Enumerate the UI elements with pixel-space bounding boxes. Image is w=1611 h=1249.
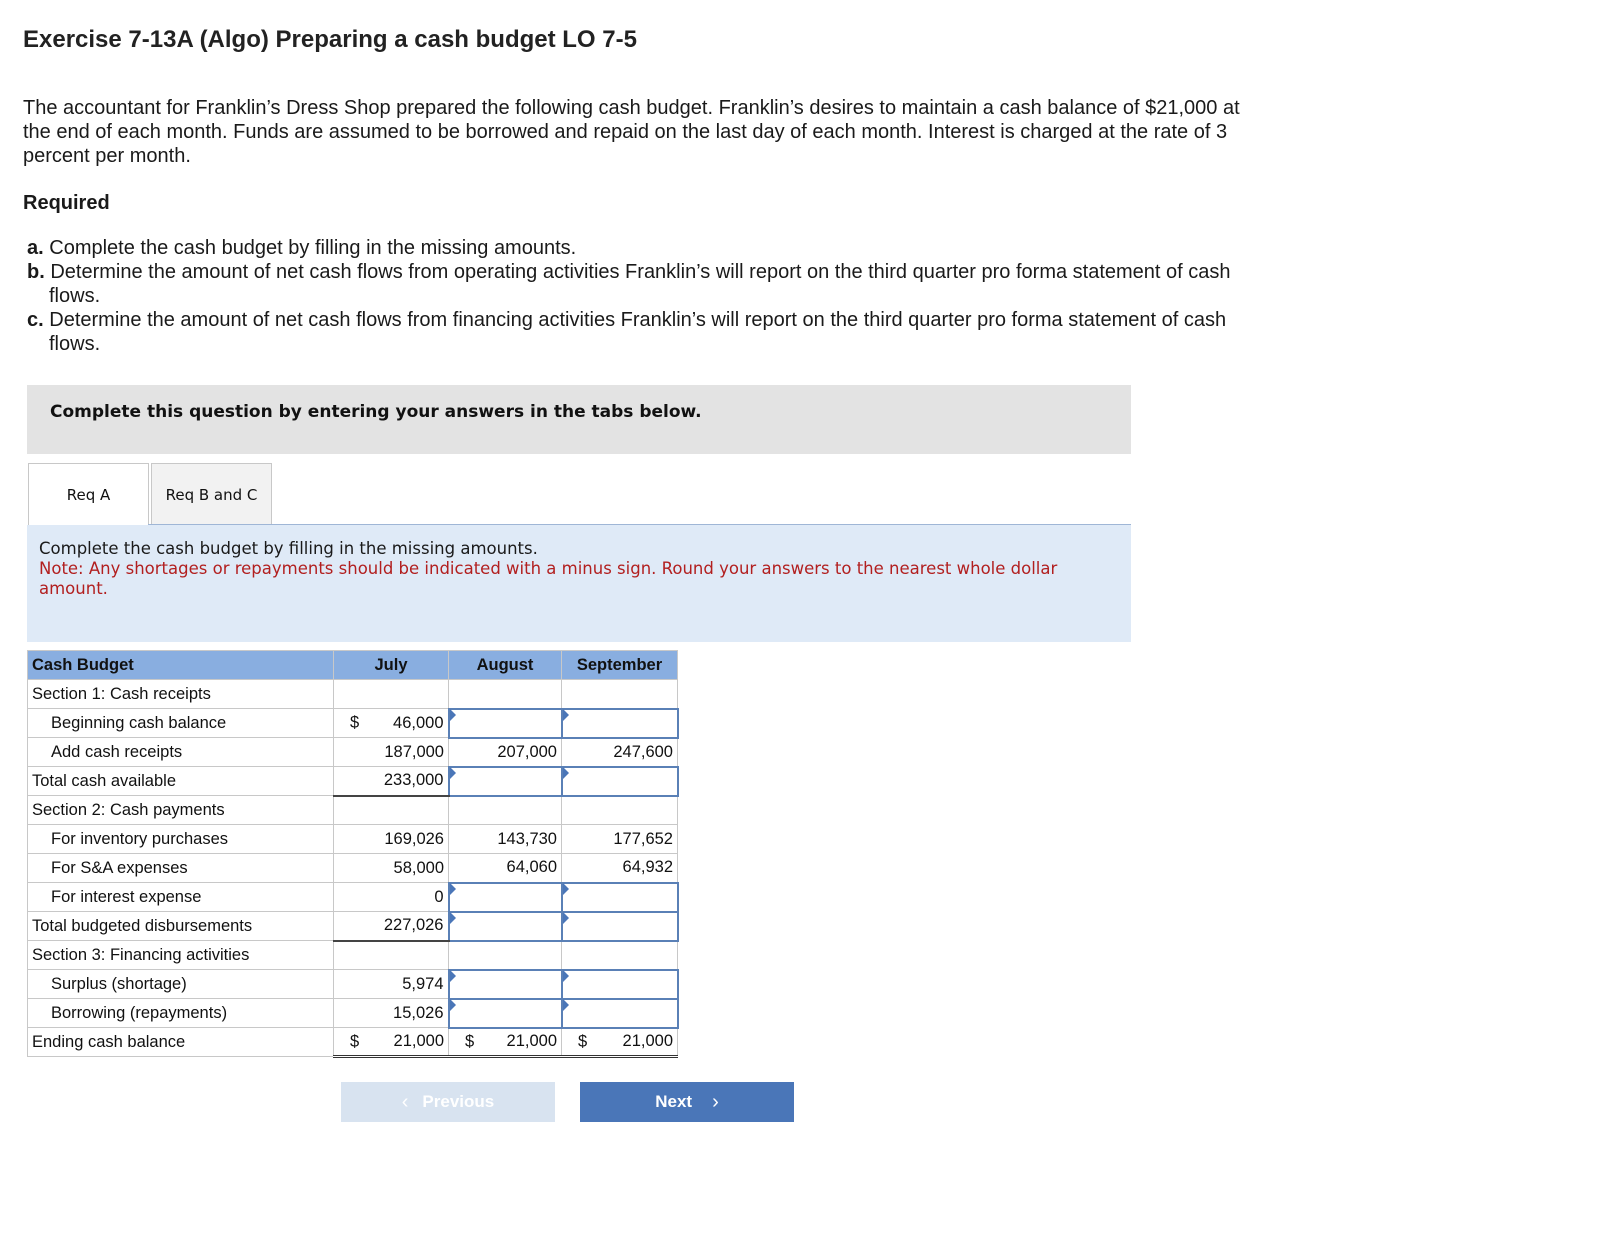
dollar-sign: $ bbox=[350, 1032, 360, 1050]
dollar-sign: $ bbox=[578, 1032, 588, 1051]
table-row bbox=[28, 941, 678, 970]
page-title: Exercise 7-13A (Algo) Preparing a cash budget LO 7-5 bbox=[23, 26, 637, 53]
next-label: Next bbox=[655, 1092, 693, 1111]
dollar-sign: $ bbox=[465, 1032, 475, 1051]
september-input[interactable] bbox=[562, 883, 678, 912]
row-label: Total budgeted disbursements bbox=[28, 912, 334, 941]
july-cell: 0 bbox=[334, 883, 449, 912]
august-input[interactable] bbox=[449, 912, 562, 941]
row-label: Borrowing (repayments) bbox=[28, 999, 334, 1028]
requirement-text: Complete the cash budget by filling in the missing amounts. bbox=[49, 237, 577, 259]
table-row bbox=[28, 796, 678, 825]
september-cell: 177,652 bbox=[562, 825, 678, 854]
august-input[interactable] bbox=[449, 767, 562, 796]
august-input[interactable] bbox=[449, 999, 562, 1028]
table-row bbox=[28, 999, 678, 1028]
september-input[interactable] bbox=[562, 709, 678, 738]
september-cell bbox=[562, 1028, 678, 1057]
table-row bbox=[28, 1028, 678, 1057]
august-cell bbox=[449, 680, 562, 709]
cell-value: 21,000 bbox=[622, 1032, 673, 1051]
july-cell bbox=[334, 796, 449, 825]
info-note: Note: Any shortages or repayments should be indicated with a minus sign. Round your answers to the nearest whole dollar amount. bbox=[39, 559, 1058, 598]
requirement-text: Determine the amount of net cash flows from financing activities Franklin’s will report on the third quarter pro forma statement of cash flows. bbox=[49, 309, 1227, 355]
requirement-letter: c. bbox=[27, 309, 44, 331]
september-input[interactable] bbox=[562, 912, 678, 941]
july-cell bbox=[334, 709, 449, 738]
cash-budget-table bbox=[27, 650, 679, 1058]
previous-button[interactable] bbox=[341, 1082, 555, 1122]
instruction-bar: Complete this question by entering your answers in the tabs below. bbox=[27, 385, 1131, 454]
cell-value: 46,000 bbox=[393, 713, 444, 732]
previous-label: Previous bbox=[422, 1092, 495, 1111]
row-label: Add cash receipts bbox=[28, 738, 334, 767]
september-cell bbox=[562, 680, 678, 709]
table-row bbox=[28, 738, 678, 767]
august-input[interactable] bbox=[449, 709, 562, 738]
july-cell: 233,000 bbox=[334, 767, 449, 796]
table-row bbox=[28, 709, 678, 738]
august-input[interactable] bbox=[449, 970, 562, 999]
september-input[interactable] bbox=[562, 767, 678, 796]
cell-value: 21,000 bbox=[506, 1032, 557, 1051]
tab-req-a[interactable]: Req A bbox=[28, 463, 149, 526]
september-cell: 64,932 bbox=[562, 854, 678, 883]
row-label: For interest expense bbox=[28, 883, 334, 912]
row-label: For inventory purchases bbox=[28, 825, 334, 854]
requirement-a bbox=[27, 236, 1237, 260]
requirement-letter: a. bbox=[27, 237, 44, 259]
tab-req-b-and-c[interactable]: Req B and C bbox=[151, 463, 272, 525]
september-cell bbox=[562, 941, 678, 970]
requirement-letter: b. bbox=[27, 261, 45, 283]
row-label: Total cash available bbox=[28, 767, 334, 796]
required-heading: Required bbox=[23, 192, 110, 214]
august-cell: 143,730 bbox=[449, 825, 562, 854]
requirement-b bbox=[27, 260, 1237, 308]
header-august: August bbox=[449, 651, 562, 680]
july-cell: 58,000 bbox=[334, 854, 449, 883]
row-label: Ending cash balance bbox=[28, 1028, 334, 1057]
cell-value: 21,000 bbox=[393, 1032, 444, 1050]
table-row bbox=[28, 680, 678, 709]
row-label: Section 2: Cash payments bbox=[28, 796, 334, 825]
august-cell: 207,000 bbox=[449, 738, 562, 767]
header-september: September bbox=[562, 651, 678, 680]
header-july: July bbox=[334, 651, 449, 680]
august-cell bbox=[449, 1028, 562, 1057]
requirements-list bbox=[27, 236, 1237, 356]
july-cell: 187,000 bbox=[334, 738, 449, 767]
september-cell bbox=[562, 796, 678, 825]
row-label: Surplus (shortage) bbox=[28, 970, 334, 999]
september-cell: 247,600 bbox=[562, 738, 678, 767]
chevron-left-icon: ‹ bbox=[401, 1090, 409, 1113]
row-label: For S&A expenses bbox=[28, 854, 334, 883]
table-header-row bbox=[28, 651, 678, 680]
table-row bbox=[28, 883, 678, 912]
intro-paragraph: The accountant for Franklin’s Dress Shop prepared the following cash budget. Franklin’s desires to maintain a cash balance of $21,000 at the end of each month. Funds are assumed to be borrowed and repaid on the last day of each month. Interest is charged at the rate of 3 percent per month. bbox=[23, 97, 1240, 167]
row-label: Section 1: Cash receipts bbox=[28, 680, 334, 709]
table-row bbox=[28, 767, 678, 796]
july-cell: 227,026 bbox=[334, 912, 449, 941]
table-row bbox=[28, 825, 678, 854]
september-input[interactable] bbox=[562, 999, 678, 1028]
september-input[interactable] bbox=[562, 970, 678, 999]
info-box bbox=[27, 525, 1131, 642]
july-cell bbox=[334, 941, 449, 970]
row-label: Beginning cash balance bbox=[28, 709, 334, 738]
august-cell: 64,060 bbox=[449, 854, 562, 883]
july-cell bbox=[334, 680, 449, 709]
next-button[interactable] bbox=[580, 1082, 794, 1122]
table-row bbox=[28, 912, 678, 941]
july-cell: 15,026 bbox=[334, 999, 449, 1028]
header-cash-budget: Cash Budget bbox=[28, 651, 334, 680]
info-text: Complete the cash budget by filling in the missing amounts. bbox=[39, 539, 538, 558]
july-cell: 5,974 bbox=[334, 970, 449, 999]
august-input[interactable] bbox=[449, 883, 562, 912]
july-cell bbox=[334, 1028, 449, 1057]
chevron-right-icon: › bbox=[712, 1090, 719, 1113]
row-label: Section 3: Financing activities bbox=[28, 941, 334, 970]
table-row bbox=[28, 854, 678, 883]
august-cell bbox=[449, 796, 562, 825]
table-row bbox=[28, 970, 678, 999]
august-cell bbox=[449, 941, 562, 970]
requirement-c bbox=[27, 308, 1237, 356]
july-cell: 169,026 bbox=[334, 825, 449, 854]
dollar-sign: $ bbox=[350, 713, 360, 732]
requirement-text: Determine the amount of net cash flows from operating activities Franklin’s will report on the third quarter pro forma statement of cash flows. bbox=[49, 261, 1231, 307]
